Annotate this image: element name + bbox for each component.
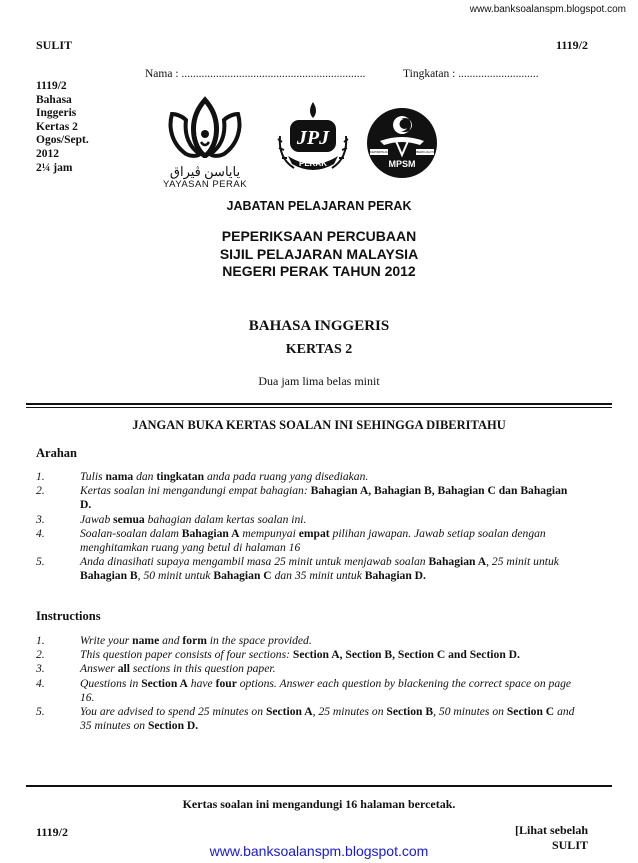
footer-lihat-sebelah: [Lihat sebelah: [514, 823, 588, 837]
paper-info-line: 2012: [36, 147, 59, 160]
header-sulit: SULIT: [36, 38, 73, 52]
arahan-item-number: 1.: [36, 470, 45, 483]
instructions-heading: Instructions: [36, 609, 101, 623]
mpsm-text: MPSM: [388, 159, 416, 169]
tingkatan-blank: ............................: [458, 68, 539, 80]
arahan-item-number: 5.: [36, 555, 45, 569]
yayasan-caption: YAYASAN PERAK: [162, 179, 248, 190]
arahan-item: [36, 513, 576, 527]
instruction-item-text: This question paper consists of four sections: Section A, Section B, Section C and Section D.: [80, 648, 520, 662]
svg-text:JPJ: JPJ: [296, 127, 330, 149]
arahan-item-text: Anda dinasihati supaya mengambil masa 25 minit untuk menjawab soalan Bahagian A, 25 minit untuk Bahagian B, 50 minit untuk Bahagian C dan 35 minit untuk Bahagian D.: [80, 555, 559, 583]
instruction-item-text: Questions in Section A have four options. Answer each question by blackening the correct space on page 16.: [80, 676, 572, 704]
instruction-item: [36, 662, 576, 676]
instruction-item-text: Write your name and form in the space provided.: [80, 634, 312, 647]
instruction-item-number: 4.: [36, 676, 45, 690]
jpn-perak-text: PERAK: [298, 159, 327, 168]
paper-info-line: Inggeris: [36, 107, 77, 120]
yayasan-emblem-icon: [160, 96, 250, 158]
nama-label: Nama :: [145, 68, 182, 80]
instruction-item: [36, 705, 576, 733]
arahan-item-number: 4.: [36, 526, 45, 540]
instruction-item: [36, 677, 576, 705]
instruction-item-number: 2.: [36, 648, 45, 662]
exam-title-line: NEGERI PERAK TAHUN 2012: [222, 263, 416, 279]
arahan-item: [36, 527, 576, 555]
divider-bottom: [26, 785, 612, 787]
tingkatan-field[interactable]: [403, 68, 539, 80]
jpn-perak-logo: [272, 98, 354, 180]
arahan-item-number: 3.: [36, 512, 45, 526]
header-paper-code: 1119/2: [555, 38, 588, 52]
subject-name: BAHASA INGGERIS: [248, 318, 390, 334]
tingkatan-label: Tingkatan :: [403, 68, 459, 80]
instruction-item-text: You are advised to spend 25 minutes on Section A, 25 minutes on Section B, 50 minutes on Section C and 35 minutes on Section D.: [80, 705, 575, 733]
arahan-item-number: 2.: [36, 484, 45, 498]
arahan-item-text: Kertas soalan ini mengandungi empat bahagian: Bahagian A, Bahagian B, Bahagian C dan Bahagian D.: [80, 484, 568, 512]
instruction-item-number: 3.: [36, 662, 45, 676]
exam-duration: Dua jam lima belas minit: [258, 374, 380, 388]
arahan-heading: Arahan: [36, 446, 77, 460]
paper-info-line: 2¼ jam: [36, 161, 73, 174]
arahan-item: [36, 555, 576, 583]
paper-info-line: Bahasa: [36, 93, 72, 106]
arahan-list: [36, 470, 576, 584]
instructions-list: [36, 634, 576, 733]
divider-thin: [26, 407, 612, 408]
yayasan-arabic-text: ياياسن ڤيراق: [169, 164, 241, 179]
mpsm-logo: [366, 107, 438, 179]
exam-title-line: SIJIL PELAJARAN MALAYSIA: [219, 245, 419, 262]
page-count-note: Kertas soalan ini mengandungi 16 halaman bercetak.: [182, 797, 456, 811]
arahan-item-text: Jawab semua bahagian dalam kertas soalan ini.: [80, 512, 307, 526]
watermark-url: www.banksoalanspm.blogspot.com: [469, 4, 626, 15]
nama-blank: ................................................................: [181, 68, 366, 80]
arahan-item-text: Tulis nama dan tingkatan anda pada ruang yang disediakan.: [80, 470, 369, 483]
mpsm-ribbon-right: BERKUALITI: [416, 150, 434, 154]
warning-text: JANGAN BUKA KERTAS SOALAN INI SEHINGGA DIBERITAHU: [132, 418, 506, 432]
exam-title-line: PEPERIKSAAN PERCUBAAN: [221, 228, 417, 244]
arahan-item-text: Soalan-soalan dalam Bahagian A mempunyai empat pilihan jawapan. Jawab setiap soalan dengan menghitamkan ruang yang betul di halaman 16: [80, 526, 546, 555]
arahan-item: [36, 470, 576, 484]
paper-info-line: Ogos/Sept.: [36, 134, 89, 147]
exam-title: [0, 228, 638, 281]
mpsm-ribbon-left: KEPIMPINAN: [370, 150, 389, 154]
footer-sulit: SULIT: [551, 838, 588, 852]
paper-info-line: Kertas 2: [36, 120, 78, 133]
paper-info-block: [36, 80, 89, 175]
instruction-item-text: Answer all sections in this question paper.: [80, 662, 276, 676]
footer-paper-code: 1119/2: [36, 825, 69, 839]
instruction-item: [36, 634, 576, 648]
nama-field[interactable]: [145, 68, 365, 80]
instruction-item: [36, 648, 576, 662]
footer-website-link[interactable]: www.banksoalanspm.blogspot.com: [209, 843, 429, 859]
paper-number: KERTAS 2: [285, 342, 353, 357]
divider-thick: [26, 403, 612, 405]
yayasan-perak-logo: [160, 96, 250, 188]
department-title: JABATAN PELAJARAN PERAK: [226, 199, 412, 213]
instruction-item-number: 5.: [36, 705, 45, 719]
paper-info-line: 1119/2: [36, 80, 67, 92]
instruction-item-number: 1.: [36, 634, 45, 647]
arahan-item: [36, 484, 576, 512]
